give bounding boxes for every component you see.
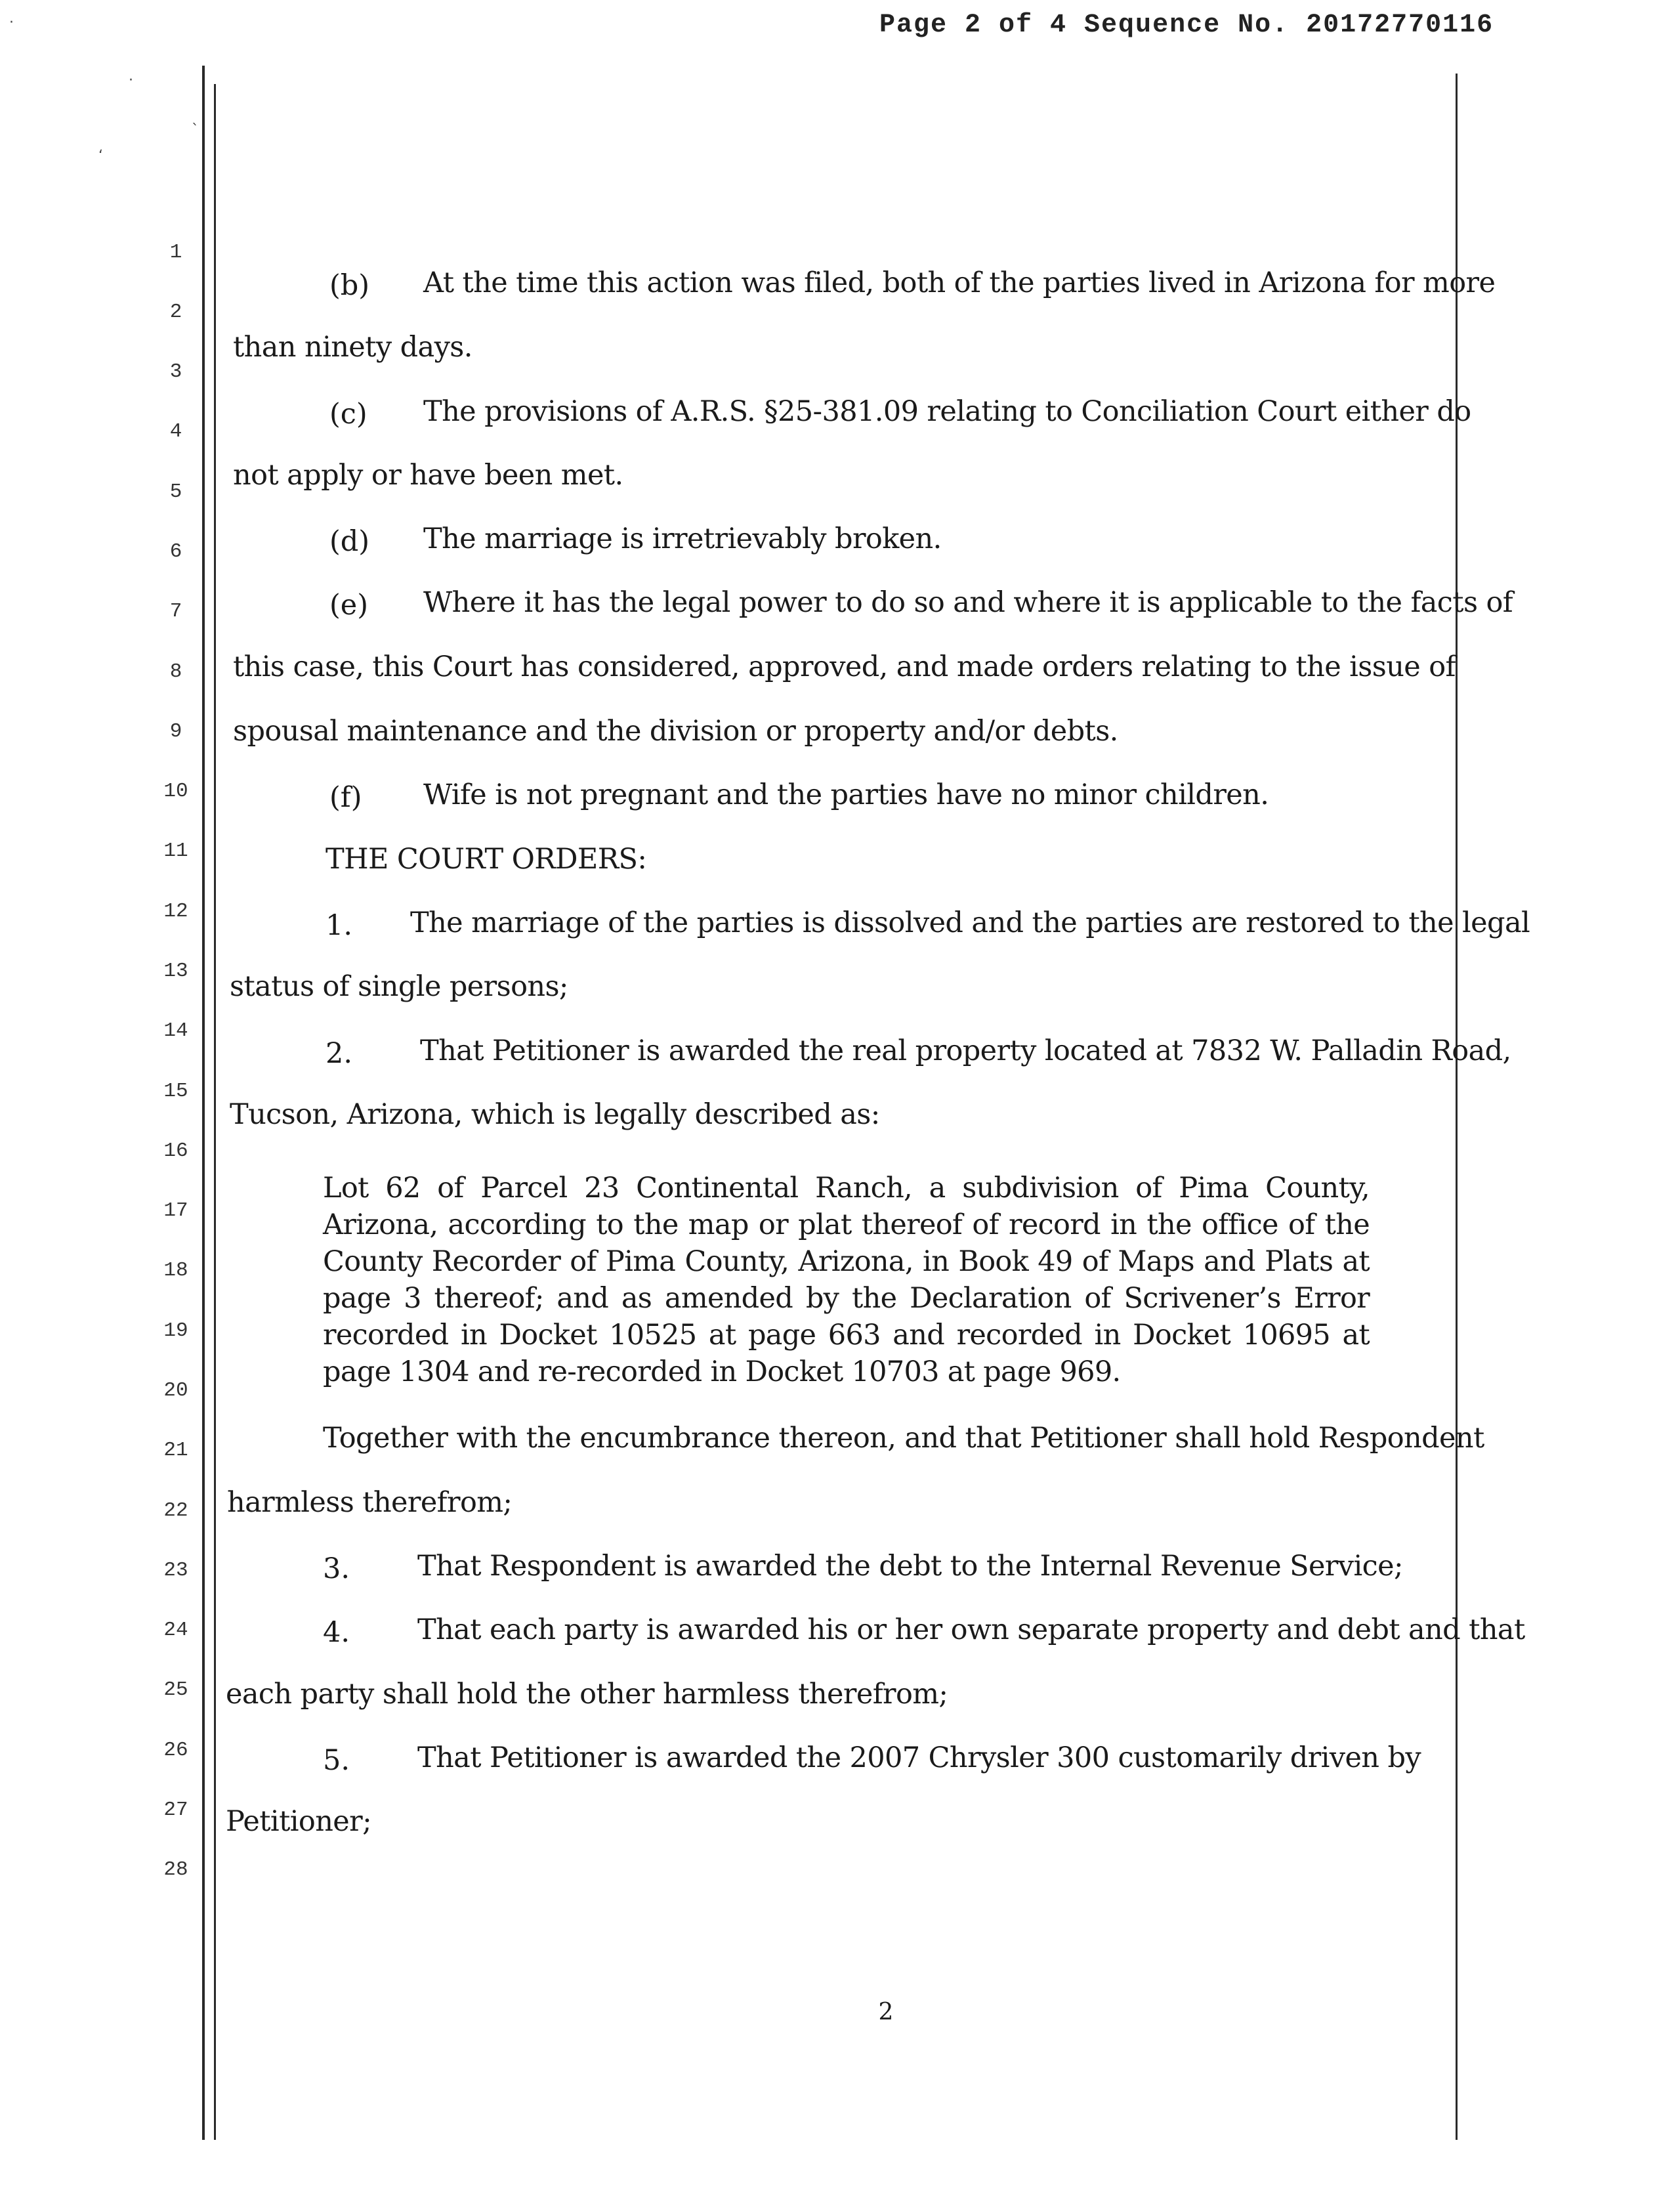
finding-e-text-cont2: spousal maintenance and the division or property and/or debts. <box>233 715 1118 748</box>
finding-f-label: (f) <box>329 781 362 814</box>
order-2-label: 2. <box>326 1037 353 1070</box>
order-5-label: 5. <box>323 1744 350 1777</box>
line-number: 20 <box>163 1379 188 1402</box>
left-margin-rule-inner <box>214 84 216 2140</box>
right-margin-rule <box>1456 74 1458 2140</box>
order-1-text-cont: status of single persons; <box>230 970 568 1003</box>
line-number: 22 <box>163 1499 188 1522</box>
finding-b-text-cont: than ninety days. <box>233 331 472 364</box>
line-number: 27 <box>163 1799 188 1822</box>
order-4-label: 4. <box>323 1616 350 1649</box>
order-1-text: The marriage of the parties is dissolved and the parties are restored to the legal <box>410 906 1530 939</box>
scan-speck: · <box>9 14 14 31</box>
scan-speck: ` <box>192 122 199 139</box>
finding-c-label: (c) <box>329 398 368 431</box>
order-4-text: That each party is awarded his or her own separate property and debt and that <box>417 1613 1525 1646</box>
order-5-text-cont: Petitioner; <box>226 1805 371 1838</box>
order-1-label: 1. <box>326 909 353 942</box>
order-5-text: That Petitioner is awarded the 2007 Chrysler 300 customarily driven by <box>417 1741 1421 1774</box>
line-number: 12 <box>163 900 188 923</box>
page-number: 2 <box>878 1999 894 2026</box>
legal-description: Lot 62 of Parcel 23 Continental Ranch, a subdivision of Pima County, Arizona, according to the map or plat thereof of record in the office of the County Recorder of Pima County, Arizona, in Book 49 of Maps and Plats at page 3 thereof; and as amended by the Declaration of Scrivener’s Error recorded in Docket 10525 at page 663 and recorded in Docket 10695 at page 1304 and re-recorded in Docket 10703 at page 969. <box>323 1172 1370 1388</box>
finding-b-text: At the time this action was filed, both of the parties lived in Arizona for more <box>423 266 1496 299</box>
line-number: 28 <box>163 1858 188 1881</box>
line-number: 18 <box>163 1259 188 1282</box>
together-text-cont: harmless therefrom; <box>227 1486 513 1519</box>
line-number: 5 <box>169 480 182 503</box>
together-text: Together with the encumbrance thereon, and that Petitioner shall hold Respondent <box>323 1422 1484 1455</box>
scan-speck: ʻ <box>98 148 103 164</box>
line-number: 11 <box>163 840 188 863</box>
order-2-text-cont: Tucson, Arizona, which is legally described as: <box>230 1098 880 1131</box>
finding-c-text: The provisions of A.R.S. §25-381.09 relating to Conciliation Court either do <box>423 395 1471 428</box>
line-number: 7 <box>169 600 182 623</box>
order-2-text: That Petitioner is awarded the real property located at 7832 W. Palladin Road, <box>420 1034 1511 1067</box>
left-margin-rule-outer <box>202 66 205 2140</box>
line-number: 19 <box>163 1319 188 1342</box>
line-number: 13 <box>163 960 188 983</box>
finding-d-label: (d) <box>329 525 370 558</box>
orders-heading: THE COURT ORDERS: <box>326 843 647 876</box>
line-number: 21 <box>163 1439 188 1462</box>
line-number: 4 <box>169 420 182 443</box>
line-number: 15 <box>163 1080 188 1103</box>
line-number: 3 <box>169 360 182 383</box>
line-number: 10 <box>163 780 188 803</box>
finding-e-label: (e) <box>329 589 368 622</box>
page-sequence-header: Page 2 of 4 Sequence No. 20172770116 <box>879 11 1494 40</box>
line-number: 2 <box>169 301 182 324</box>
order-4-text-cont: each party shall hold the other harmless therefrom; <box>226 1678 948 1711</box>
line-number: 14 <box>163 1019 188 1042</box>
line-number: 9 <box>169 720 182 743</box>
line-number: 16 <box>163 1140 188 1162</box>
line-number: 23 <box>163 1559 188 1582</box>
finding-e-text-cont: this case, this Court has considered, approved, and made orders relating to the issue of <box>233 650 1456 683</box>
line-number: 24 <box>163 1619 188 1642</box>
finding-e-text: Where it has the legal power to do so and where it is applicable to the facts of <box>423 586 1513 619</box>
line-number: 26 <box>163 1739 188 1762</box>
line-number: 6 <box>169 540 182 563</box>
line-number: 25 <box>163 1678 188 1701</box>
finding-f-text: Wife is not pregnant and the parties have no minor children. <box>423 778 1269 811</box>
line-number: 8 <box>169 660 182 683</box>
order-3-text: That Respondent is awarded the debt to the Internal Revenue Service; <box>417 1550 1403 1583</box>
line-number: 17 <box>163 1199 188 1222</box>
finding-b-label: (b) <box>329 269 370 302</box>
finding-d-text: The marriage is irretrievably broken. <box>423 522 942 555</box>
scan-speck: · <box>129 72 133 89</box>
order-3-label: 3. <box>323 1552 350 1585</box>
finding-c-text-cont: not apply or have been met. <box>233 459 623 492</box>
line-number: 1 <box>169 241 182 264</box>
